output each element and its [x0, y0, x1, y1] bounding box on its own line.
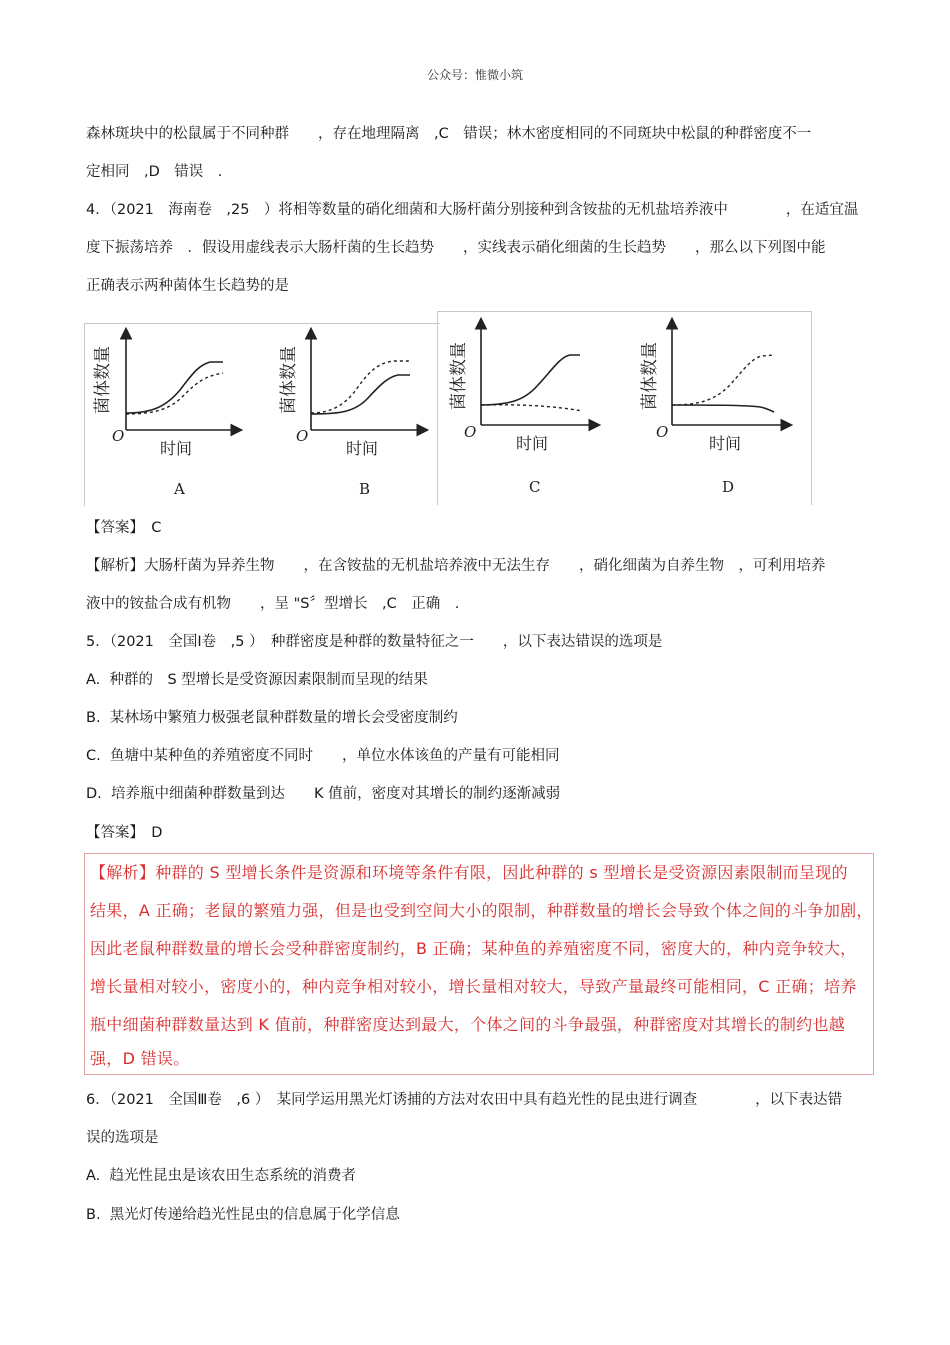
question-5-analysis: 【解析】种群的 S 型增长条件是资源和环境等条件有限，因此种群的 s 型增长是受资源因素限制而呈现的	[90, 863, 848, 882]
graph-b-ylabel: 菌体数量	[279, 346, 299, 414]
question-5-option-a: A. 种群的 S 型增长是受资源因素限制而呈现的结果	[86, 672, 428, 688]
graph-a-label: A	[174, 480, 185, 498]
graph-a-dashed-curve	[126, 373, 223, 414]
question-6-stem: 误的选项是	[86, 1130, 159, 1146]
question-6-option-a: A. 趋光性昆虫是该农田生态系统的消费者	[86, 1168, 356, 1184]
question-4-answer: 【答案】 C	[86, 520, 162, 536]
question-4-analysis: 【解析】大肠杆菌为异养生物 ，在含铵盐的无机盐培养液中无法生存 ，硝化细菌为自养生物 ，可利用培养	[86, 558, 826, 574]
graph-d-origin: O	[656, 423, 669, 441]
graph-b-label: B	[359, 480, 371, 498]
question-4-analysis: 液中的铵盐合成有机物 ，呈 "S〞型增长 ,C 正确 .	[86, 596, 460, 612]
graph-d-solid-curve	[672, 405, 774, 412]
question-6-option-b: B. 黑光灯传递给趋光性昆虫的信息属于化学信息	[86, 1207, 400, 1223]
graph-a-ylabel: 菌体数量	[93, 346, 113, 414]
growth-graphs-figure	[0, 0, 950, 520]
graph-d-dashed-curve	[672, 355, 774, 405]
question-5-analysis-box	[84, 853, 874, 1075]
question-5-analysis: 瓶中细菌种群数量达到 K 值前，种群密度达到最大，个体之间的斗争最强，种群密度对其增长的制约也越	[90, 1015, 846, 1034]
graph-a	[93, 330, 240, 498]
text-line: 定相同 ,D 错误 .	[86, 164, 223, 180]
graph-b-xlabel: 时间	[346, 439, 379, 458]
question-5-answer: 【答案】 D	[86, 825, 163, 841]
question-5-option-c: C. 鱼塘中某种鱼的养殖密度不同时 ，单位水体该鱼的产量有可能相同	[86, 748, 560, 764]
graph-c	[449, 320, 598, 496]
page-header: 公众号：惟微小筑	[426, 68, 523, 82]
graph-b-origin: O	[296, 427, 309, 445]
question-5-analysis: 结果，A 正确；老鼠的繁殖力强，但是也受到空间大小的限制，种群数量的增长会导致个体之间的斗争加剧，	[90, 901, 873, 920]
graph-d-ylabel: 菌体数量	[640, 342, 660, 410]
graph-c-origin: O	[464, 423, 477, 441]
question-5-option-d: D. 培养瓶中细菌种群数量到达 K 值前，密度对其增长的制约逐渐减弱	[86, 786, 561, 802]
graph-d-label: D	[722, 478, 735, 496]
question-4-stem: 度下振荡培养 ．假设用虚线表示大肠杆菌的生长趋势 ，实线表示硝化细菌的生长趋势 ，那么以下列图中能	[86, 240, 826, 256]
graph-d-xlabel: 时间	[709, 434, 742, 453]
question-4-stem: 4．（2021 海南卷 ,25 ）将相等数量的硝化细菌和大肠杆菌分别接种到含铵盐的无机盐培养液中 ，在适宜温	[86, 202, 859, 218]
graph-c-dashed-curve	[481, 405, 582, 411]
graph-a-origin: O	[112, 427, 125, 445]
graph-d	[640, 320, 790, 496]
graph-b	[279, 330, 426, 498]
question-6-stem: 6．（2021 全国Ⅲ卷 ,6 ） 某同学运用黑光灯诱捕的方法对农田中具有趋光性的昆虫进行调查 ，以下表达错	[86, 1092, 843, 1108]
question-5-analysis: 强，D 错误。	[90, 1049, 190, 1068]
question-5-stem: 5．（2021 全国Ⅰ卷 ,5 ） 种群密度是种群的数量特征之一 ，以下表达错误的选项是	[86, 634, 663, 650]
graph-c-ylabel: 菌体数量	[449, 342, 469, 410]
text-line: 森林斑块中的松鼠属于不同种群 ，存在地理隔离 ,C 错误；林木密度相同的不同斑块中松鼠的种群密度不一	[86, 126, 812, 142]
question-4-stem: 正确表示两种菌体生长趋势的是	[86, 278, 289, 294]
question-5-analysis: 因此老鼠种群数量的增长会受种群密度制约，B 正确；某种鱼的养殖密度不同，密度大的，种内竞争较大，	[90, 939, 857, 958]
question-5-analysis: 增长量相对较小，密度小的，种内竞争相对较小，增长量相对较大，导致产量最终可能相同，C 正确；培养	[90, 977, 857, 996]
graph-c-label: C	[529, 478, 541, 496]
question-5-option-b: B. 某林场中繁殖力极强老鼠种群数量的增长会受密度制约	[86, 710, 458, 726]
graph-c-xlabel: 时间	[516, 434, 549, 453]
graph-a-solid-curve	[126, 362, 223, 413]
graph-a-xlabel: 时间	[160, 439, 193, 458]
graph-c-solid-curve	[481, 355, 580, 405]
graph-b-solid-curve	[311, 375, 410, 414]
